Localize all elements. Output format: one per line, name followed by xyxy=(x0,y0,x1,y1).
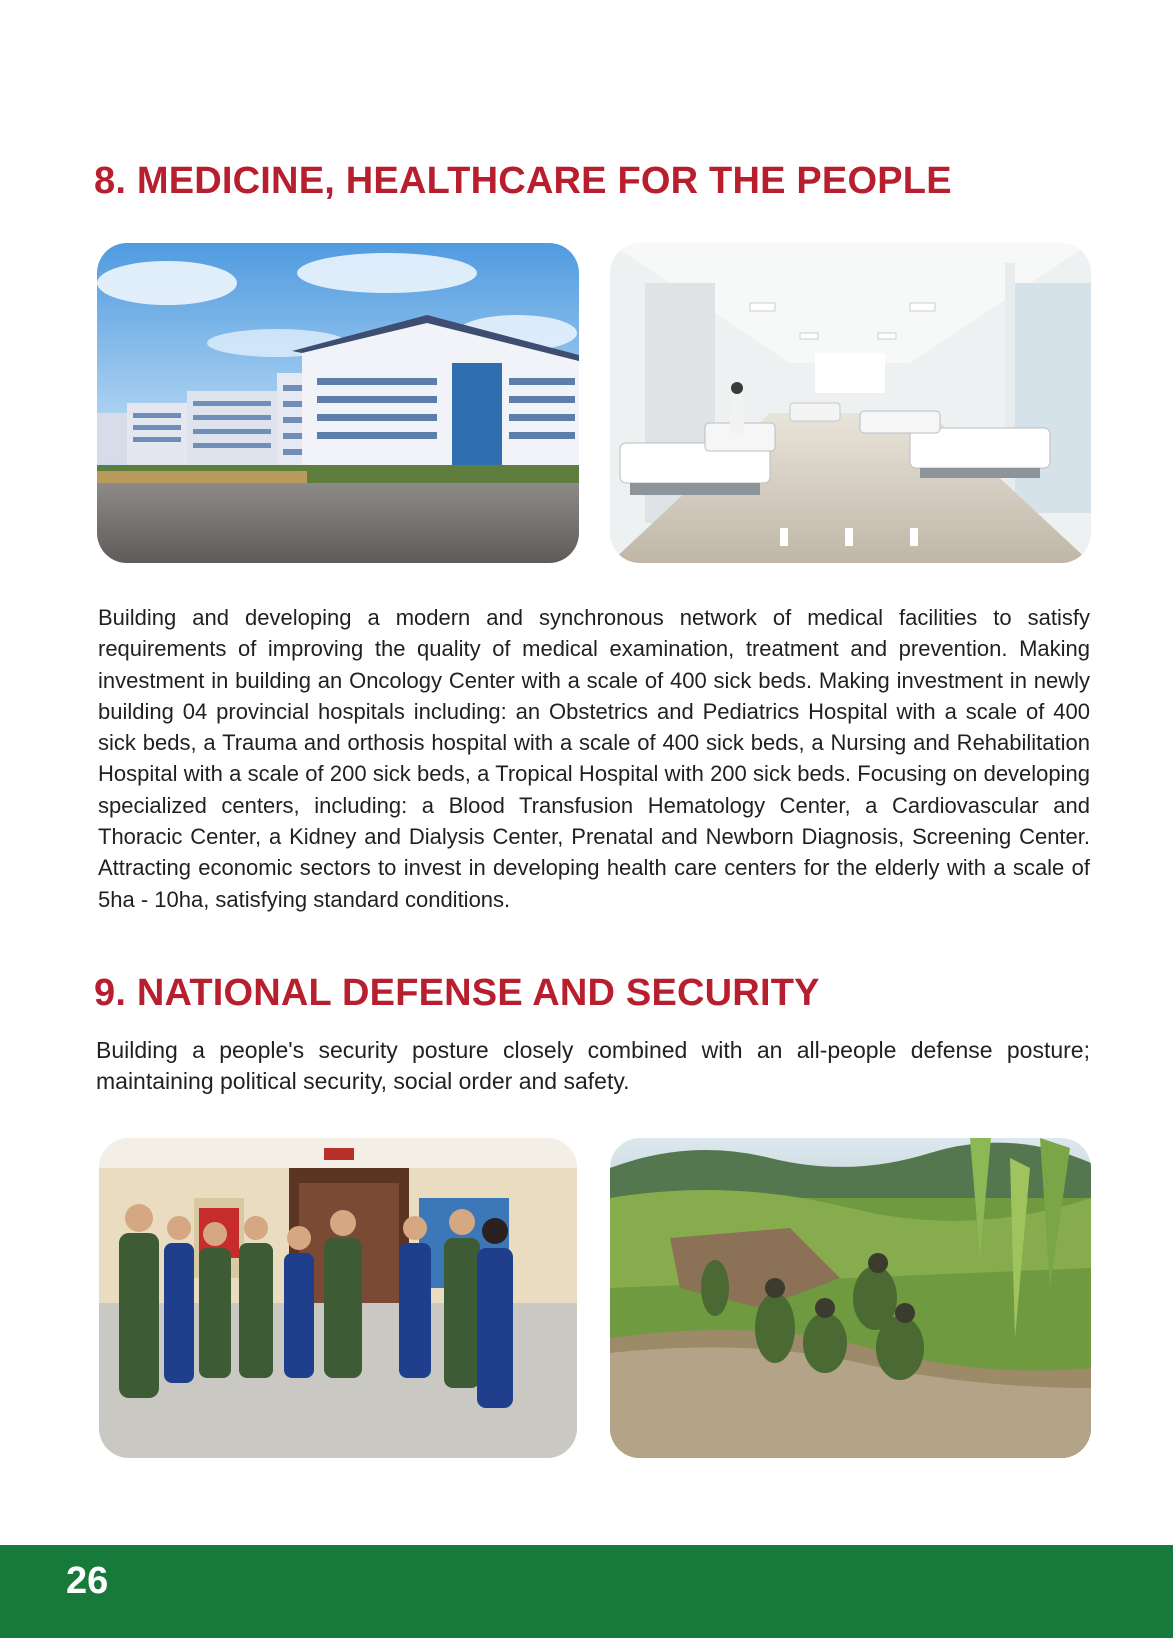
soldiers-stream-photo xyxy=(610,1138,1091,1458)
hospital-ward-photo xyxy=(610,243,1091,563)
section-9-body: Building a people's security posture closely combined with an all-people defense posture; maintaining political security, social order and safety. xyxy=(96,1037,1090,1094)
page-number: 26 xyxy=(66,1560,109,1602)
section-8-heading: 8. MEDICINE, HEALTHCARE FOR THE PEOPLE xyxy=(94,160,952,202)
section-9-heading: 9. NATIONAL DEFENSE AND SECURITY xyxy=(94,972,820,1014)
hospital-building-photo xyxy=(97,243,579,563)
section-8-body: Building and developing a modern and synchronous network of medical facilities to satisfy requirements of improving the quality of medical examination, treatment and prevention. Making investment in building an Oncology Center with a scale of 400 sick beds. Making investment in newly building 04 provincial hospitals including: an Obstetrics and Pediatrics Hospital with a scale of 400 sick beds, a Trauma and orthosis hospital with a scale of 400 sick beds, a Nursing and Rehabilitation Hospital with a scale of 200 sick beds, a Tropical Hospital with 200 sick beds. Focusing on developing specialized centers, including: a Blood Transfusion Hematology Center, a Cardiovascular and Thoracic Center, a Kidney and Dialysis Center, Prenatal and Newborn Diagnosis, Screening Center. Attracting economic sectors to invest in developing health care centers for the elderly with a scale of 5ha - 10ha, satisfying standard conditions. xyxy=(98,605,1090,912)
footer-bar xyxy=(0,1545,1173,1638)
military-officials-photo xyxy=(99,1138,577,1458)
